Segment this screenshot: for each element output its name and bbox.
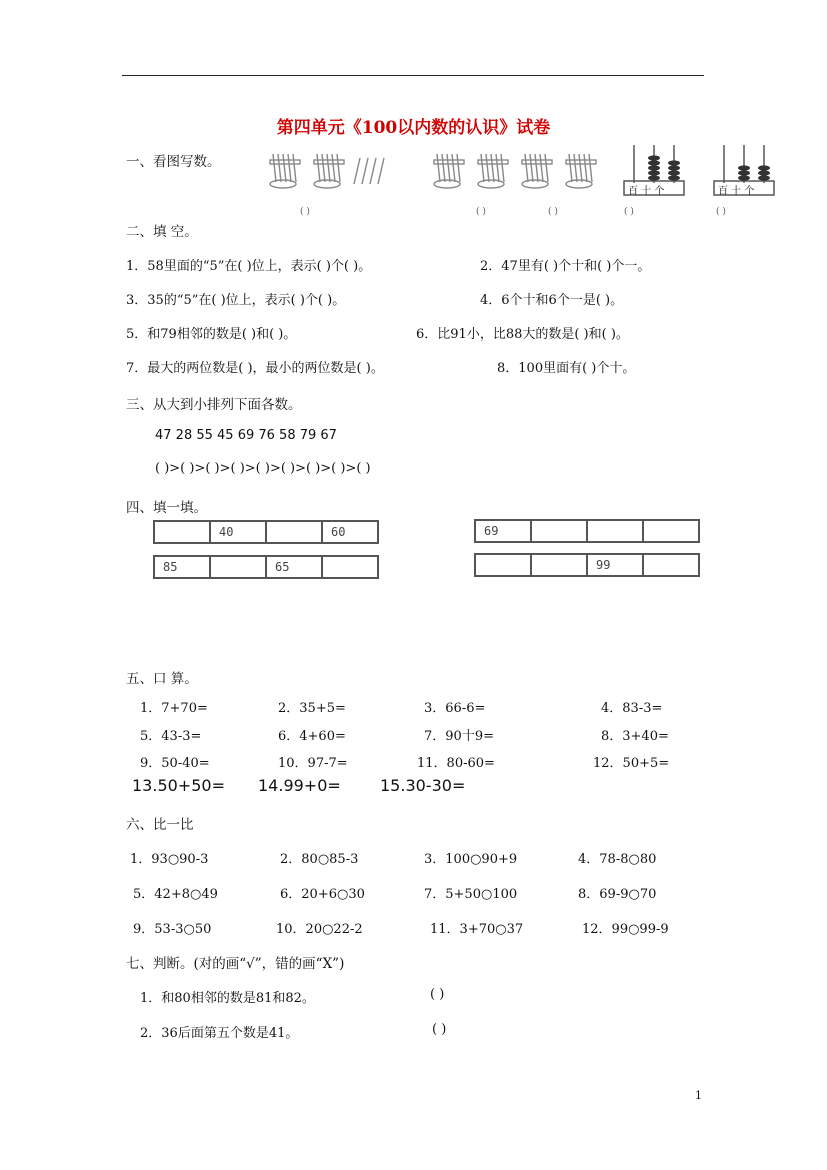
stick-bundle-icon [478, 154, 508, 188]
fill-question-8: 8．100里面有( )个十。 [497, 361, 636, 376]
mental-math-item: 4．83-3= [601, 701, 663, 716]
mental-math-item: 9．50-40= [140, 756, 210, 771]
compare-item: 8．69-9○70 [578, 887, 657, 902]
fill-question-1: 1．58里面的“5”在( )位上，表示( )个( )。 [126, 259, 372, 274]
grid-cell: 65 [266, 556, 322, 578]
numbers-to-sort: 47 28 55 45 69 76 58 79 67 [155, 428, 337, 443]
number-grid-1-row-1 [153, 520, 379, 544]
mental-math-item: 11．80-60= [417, 756, 495, 771]
mental-math-item: 13.50+50= [132, 776, 225, 795]
number-grid-2-row-1 [474, 519, 700, 543]
grid-cell[interactable] [475, 554, 531, 576]
compare-item: 3．100○90+9 [424, 852, 518, 867]
grid-cell[interactable] [531, 554, 587, 576]
compare-item: 11．3+70○37 [430, 922, 524, 937]
fill-question-4: 4．6个十和6个一是( )。 [480, 293, 624, 308]
mental-math-item: 2．35+5= [278, 701, 346, 716]
stick-bundle-icon [522, 154, 552, 188]
grid-cell: 69 [475, 520, 531, 542]
judge-question-2: 2．36后面第五个数是41。 [140, 1026, 299, 1041]
answer-blank-4[interactable]: ( ) [624, 207, 634, 217]
grid-cell: 40 [210, 521, 266, 543]
answer-blank-5[interactable]: ( ) [716, 207, 726, 217]
section-1-heading: 一、看图写数。 [126, 154, 221, 170]
grid-cell[interactable] [266, 521, 322, 543]
mental-math-item: 7．90十9= [424, 729, 494, 744]
compare-item: 12．99○99-9 [582, 922, 669, 937]
section-3-heading: 三、从大到小排列下面各数。 [126, 397, 302, 413]
fill-question-7: 7．最大的两位数是( )，最小的两位数是( )。 [126, 361, 384, 376]
mental-math-item: 14.99+0= [258, 776, 341, 795]
grid-cell[interactable] [322, 556, 378, 578]
compare-item: 10．20○22-2 [276, 922, 363, 937]
judge-question-1: 1．和80相邻的数是81和82。 [140, 991, 315, 1006]
abacus-label-2: 百 十 个 [718, 186, 755, 197]
section-6-heading: 六、比一比 [126, 817, 194, 833]
answer-blank-2[interactable]: ( ) [476, 207, 486, 217]
section-7-heading: 七、判断。(对的画“√”，错的画“X”) [126, 956, 345, 972]
mental-math-item: 12．50+5= [593, 756, 670, 771]
compare-item: 7．5+50○100 [424, 887, 518, 902]
stick-bundles-group-1 [268, 150, 398, 192]
compare-item: 5．42+8○49 [133, 887, 218, 902]
grid-cell[interactable] [531, 520, 587, 542]
fill-question-2: 2．47里有( )个十和( )个一。 [480, 259, 651, 274]
section-2-heading: 二、填 空。 [126, 224, 198, 240]
mental-math-item: 10．97-7= [278, 756, 348, 771]
page-title: 第四单元《100以内数的认识》试卷 [276, 118, 551, 138]
header-rule [122, 75, 704, 76]
grid-cell[interactable] [210, 556, 266, 578]
mental-math-item: 8．3+40= [601, 729, 669, 744]
mental-math-item: 15.30-30= [380, 776, 466, 795]
grid-cell: 60 [322, 521, 378, 543]
fill-question-6: 6．比91小，比88大的数是( )和( )。 [416, 327, 629, 342]
mental-math-item: 3．66-6= [424, 701, 486, 716]
abacus-label-1: 百 十 个 [628, 186, 665, 197]
grid-cell: 99 [587, 554, 643, 576]
grid-cell[interactable] [643, 554, 699, 576]
mental-math-item: 1．7+70= [140, 701, 208, 716]
number-grid-2-row-2 [474, 553, 700, 577]
answer-blank-3[interactable]: ( ) [548, 207, 558, 217]
grid-cell[interactable] [587, 520, 643, 542]
stick-bundle-icon [314, 154, 344, 188]
section-5-heading: 五、口 算。 [126, 671, 198, 687]
fill-question-3: 3．35的“5”在( )位上，表示( )个( )。 [126, 293, 346, 308]
stick-bundle-icon [566, 154, 596, 188]
grid-cell[interactable] [643, 520, 699, 542]
stick-bundle-icon [434, 154, 464, 188]
grid-cell: 85 [154, 556, 210, 578]
mental-math-item: 6．4+60= [278, 729, 346, 744]
compare-item: 2．80○85-3 [280, 852, 359, 867]
sort-answer-blanks[interactable]: ( )>( )>( )>( )>( )>( )>( )>( )>( ) [155, 461, 371, 476]
judge-blank-2[interactable]: ( ) [432, 1022, 447, 1037]
judge-blank-1[interactable]: ( ) [430, 987, 445, 1002]
mental-math-item: 5．43-3= [140, 729, 202, 744]
compare-item: 4．78-8○80 [578, 852, 657, 867]
fill-question-5: 5．和79相邻的数是( )和( )。 [126, 327, 297, 342]
answer-blank-1[interactable]: ( ) [300, 207, 310, 217]
compare-item: 6．20+6○30 [280, 887, 365, 902]
stick-bundles-group-2 [432, 150, 612, 192]
section-4-heading: 四、填一填。 [126, 500, 207, 516]
grid-cell[interactable] [154, 521, 210, 543]
page-number: 1 [695, 1089, 702, 1102]
number-grid-1-row-2 [153, 555, 379, 579]
compare-item: 1．93○90-3 [130, 852, 209, 867]
compare-item: 9．53-3○50 [133, 922, 212, 937]
stick-bundle-icon [270, 154, 300, 188]
